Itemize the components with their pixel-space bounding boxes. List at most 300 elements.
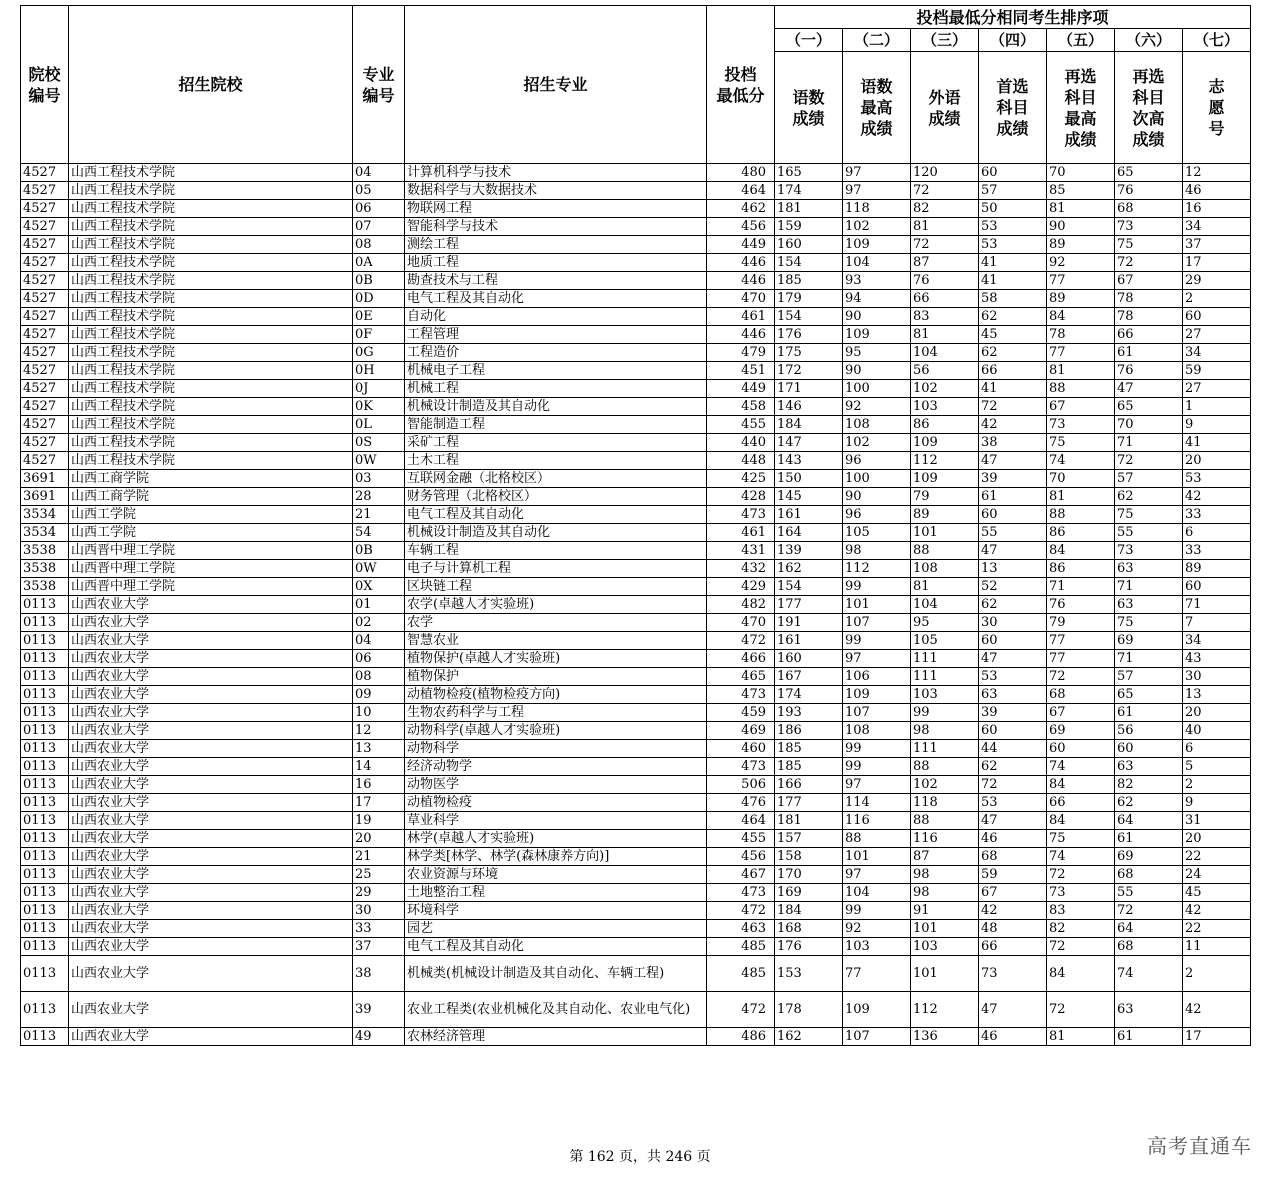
- cell-score-1: 162: [775, 560, 843, 578]
- header-tiebreak-num: （三）: [911, 29, 979, 52]
- cell-school-name: 山西农业大学: [69, 704, 353, 722]
- cell-major-code: 21: [353, 848, 405, 866]
- cell-school-code: 0113: [21, 956, 69, 992]
- cell-score-2: 108: [843, 416, 911, 434]
- cell-major-code: 04: [353, 164, 405, 182]
- cell-score-3: 86: [911, 416, 979, 434]
- cell-school-code: 0113: [21, 686, 69, 704]
- cell-score-5: 92: [1047, 254, 1115, 272]
- cell-score-3: 102: [911, 776, 979, 794]
- cell-score-6: 61: [1115, 830, 1183, 848]
- table-row: [21, 308, 1251, 326]
- cell-choice-no: 45: [1183, 884, 1251, 902]
- table-row: [21, 488, 1251, 506]
- cell-school-code: 4527: [21, 272, 69, 290]
- cell-score-5: 70: [1047, 470, 1115, 488]
- cell-school-code: 0113: [21, 938, 69, 956]
- cell-score-3: 89: [911, 506, 979, 524]
- cell-min-score: 464: [707, 812, 775, 830]
- cell-score-3: 111: [911, 650, 979, 668]
- cell-school-name: 山西工程技术学院: [69, 272, 353, 290]
- table-row: [21, 416, 1251, 434]
- cell-score-3: 81: [911, 218, 979, 236]
- table-row: [21, 362, 1251, 380]
- cell-school-code: 0113: [21, 596, 69, 614]
- cell-score-4: 50: [979, 200, 1047, 218]
- cell-score-4: 73: [979, 956, 1047, 992]
- cell-score-2: 92: [843, 920, 911, 938]
- cell-min-score: 425: [707, 470, 775, 488]
- cell-score-5: 66: [1047, 794, 1115, 812]
- cell-score-6: 65: [1115, 686, 1183, 704]
- cell-school-name: 山西工程技术学院: [69, 308, 353, 326]
- table-row: [21, 830, 1251, 848]
- cell-major-code: 19: [353, 812, 405, 830]
- cell-score-6: 65: [1115, 164, 1183, 182]
- header-tiebreak-label: 语数 最高 成绩: [843, 52, 911, 164]
- table-row: [21, 758, 1251, 776]
- cell-choice-no: 40: [1183, 722, 1251, 740]
- cell-school-name: 山西农业大学: [69, 686, 353, 704]
- cell-score-2: 94: [843, 290, 911, 308]
- cell-score-4: 53: [979, 218, 1047, 236]
- cell-school-code: 4527: [21, 380, 69, 398]
- cell-major-code: 0D: [353, 290, 405, 308]
- cell-school-code: 4527: [21, 254, 69, 272]
- cell-score-4: 52: [979, 578, 1047, 596]
- cell-score-5: 84: [1047, 776, 1115, 794]
- cell-school-name: 山西农业大学: [69, 614, 353, 632]
- cell-major-code: 04: [353, 632, 405, 650]
- table-row: [21, 614, 1251, 632]
- cell-school-code: 4527: [21, 398, 69, 416]
- cell-score-3: 99: [911, 704, 979, 722]
- cell-choice-no: 5: [1183, 758, 1251, 776]
- table-row: [21, 236, 1251, 254]
- cell-score-5: 77: [1047, 650, 1115, 668]
- table-row: [21, 164, 1251, 182]
- cell-score-3: 116: [911, 830, 979, 848]
- cell-major-name: 动物科学(卓越人才实验班): [405, 722, 707, 740]
- cell-score-6: 64: [1115, 920, 1183, 938]
- cell-major-code: 05: [353, 182, 405, 200]
- cell-school-code: 0113: [21, 902, 69, 920]
- header-tiebreak-num: （二）: [843, 29, 911, 52]
- cell-score-6: 75: [1115, 236, 1183, 254]
- cell-score-2: 109: [843, 992, 911, 1028]
- cell-score-3: 98: [911, 722, 979, 740]
- cell-score-3: 103: [911, 938, 979, 956]
- cell-choice-no: 34: [1183, 632, 1251, 650]
- cell-major-code: 16: [353, 776, 405, 794]
- cell-choice-no: 42: [1183, 488, 1251, 506]
- cell-choice-no: 9: [1183, 794, 1251, 812]
- cell-score-5: 72: [1047, 992, 1115, 1028]
- cell-choice-no: 27: [1183, 380, 1251, 398]
- cell-score-5: 60: [1047, 740, 1115, 758]
- cell-score-2: 107: [843, 704, 911, 722]
- cell-score-5: 75: [1047, 434, 1115, 452]
- cell-choice-no: 17: [1183, 1028, 1251, 1046]
- cell-score-1: 143: [775, 452, 843, 470]
- cell-major-name: 植物保护: [405, 668, 707, 686]
- cell-choice-no: 11: [1183, 938, 1251, 956]
- cell-score-5: 84: [1047, 812, 1115, 830]
- cell-major-name: 物联网工程: [405, 200, 707, 218]
- cell-school-code: 3534: [21, 506, 69, 524]
- cell-score-5: 70: [1047, 164, 1115, 182]
- table-row: [21, 434, 1251, 452]
- cell-school-name: 山西工程技术学院: [69, 164, 353, 182]
- cell-score-4: 47: [979, 812, 1047, 830]
- cell-min-score: 473: [707, 884, 775, 902]
- cell-score-1: 191: [775, 614, 843, 632]
- header-tiebreak-label: 外语 成绩: [911, 52, 979, 164]
- cell-choice-no: 34: [1183, 218, 1251, 236]
- cell-score-4: 41: [979, 254, 1047, 272]
- cell-choice-no: 6: [1183, 524, 1251, 542]
- table-row: [21, 218, 1251, 236]
- cell-score-6: 67: [1115, 272, 1183, 290]
- cell-score-6: 64: [1115, 812, 1183, 830]
- cell-school-code: 0113: [21, 632, 69, 650]
- cell-score-3: 81: [911, 578, 979, 596]
- cell-score-3: 88: [911, 542, 979, 560]
- cell-major-name: 地质工程: [405, 254, 707, 272]
- cell-min-score: 446: [707, 254, 775, 272]
- cell-major-code: 08: [353, 668, 405, 686]
- cell-score-5: 67: [1047, 704, 1115, 722]
- header-tiebreak-num: （一）: [775, 29, 843, 52]
- table-body: [21, 164, 1251, 1046]
- cell-score-1: 181: [775, 812, 843, 830]
- cell-score-1: 185: [775, 272, 843, 290]
- cell-school-name: 山西农业大学: [69, 740, 353, 758]
- cell-score-2: 90: [843, 362, 911, 380]
- cell-school-code: 0113: [21, 830, 69, 848]
- cell-score-3: 101: [911, 920, 979, 938]
- cell-major-code: 13: [353, 740, 405, 758]
- cell-school-code: 3534: [21, 524, 69, 542]
- cell-min-score: 485: [707, 938, 775, 956]
- cell-score-1: 159: [775, 218, 843, 236]
- cell-score-5: 73: [1047, 416, 1115, 434]
- table-row: [21, 668, 1251, 686]
- cell-school-name: 山西工程技术学院: [69, 254, 353, 272]
- cell-score-2: 108: [843, 722, 911, 740]
- cell-school-name: 山西农业大学: [69, 632, 353, 650]
- cell-school-name: 山西农业大学: [69, 812, 353, 830]
- cell-score-2: 118: [843, 200, 911, 218]
- cell-choice-no: 6: [1183, 740, 1251, 758]
- cell-min-score: 446: [707, 326, 775, 344]
- cell-score-1: 185: [775, 758, 843, 776]
- cell-score-1: 170: [775, 866, 843, 884]
- cell-score-4: 55: [979, 524, 1047, 542]
- table-row: [21, 254, 1251, 272]
- cell-major-name: 工程造价: [405, 344, 707, 362]
- cell-score-4: 41: [979, 272, 1047, 290]
- cell-school-code: 4527: [21, 182, 69, 200]
- table-row: [21, 326, 1251, 344]
- table-row: [21, 740, 1251, 758]
- table-row: [21, 794, 1251, 812]
- cell-min-score: 431: [707, 542, 775, 560]
- cell-major-name: 机械工程: [405, 380, 707, 398]
- cell-school-code: 3538: [21, 542, 69, 560]
- cell-school-code: 0113: [21, 668, 69, 686]
- cell-score-4: 48: [979, 920, 1047, 938]
- cell-score-1: 175: [775, 344, 843, 362]
- cell-school-name: 山西晋中理工学院: [69, 578, 353, 596]
- cell-major-code: 25: [353, 866, 405, 884]
- cell-choice-no: 42: [1183, 992, 1251, 1028]
- cell-major-name: 电子与计算机工程: [405, 560, 707, 578]
- cell-major-name: 生物农药科学与工程: [405, 704, 707, 722]
- cell-score-6: 68: [1115, 866, 1183, 884]
- cell-min-score: 462: [707, 200, 775, 218]
- cell-school-name: 山西农业大学: [69, 866, 353, 884]
- cell-major-code: 0G: [353, 344, 405, 362]
- cell-score-1: 185: [775, 740, 843, 758]
- cell-major-code: 0H: [353, 362, 405, 380]
- cell-score-3: 91: [911, 902, 979, 920]
- header-tiebreak-label: 首选 科目 成绩: [979, 52, 1047, 164]
- cell-major-name: 车辆工程: [405, 542, 707, 560]
- cell-score-6: 55: [1115, 524, 1183, 542]
- cell-score-3: 104: [911, 344, 979, 362]
- cell-major-name: 机械设计制造及其自动化: [405, 398, 707, 416]
- cell-school-name: 山西工程技术学院: [69, 236, 353, 254]
- cell-school-name: 山西工程技术学院: [69, 218, 353, 236]
- cell-score-6: 66: [1115, 326, 1183, 344]
- cell-score-5: 88: [1047, 380, 1115, 398]
- cell-score-5: 77: [1047, 632, 1115, 650]
- cell-score-5: 84: [1047, 542, 1115, 560]
- header-tiebreak-label: 再选 科目 次高 成绩: [1115, 52, 1183, 164]
- watermark: 高考直通车: [1147, 1134, 1252, 1158]
- cell-min-score: 446: [707, 272, 775, 290]
- cell-school-code: 0113: [21, 758, 69, 776]
- cell-major-name: 农林经济管理: [405, 1028, 707, 1046]
- cell-score-6: 61: [1115, 704, 1183, 722]
- cell-score-1: 174: [775, 686, 843, 704]
- cell-score-3: 112: [911, 452, 979, 470]
- cell-min-score: 485: [707, 956, 775, 992]
- cell-score-4: 53: [979, 236, 1047, 254]
- cell-school-code: 0113: [21, 650, 69, 668]
- cell-score-1: 193: [775, 704, 843, 722]
- cell-score-3: 109: [911, 470, 979, 488]
- cell-score-4: 45: [979, 326, 1047, 344]
- cell-school-name: 山西工程技术学院: [69, 452, 353, 470]
- cell-school-code: 4527: [21, 434, 69, 452]
- cell-major-code: 17: [353, 794, 405, 812]
- cell-score-4: 38: [979, 434, 1047, 452]
- cell-score-2: 97: [843, 866, 911, 884]
- table-row: [21, 992, 1251, 1028]
- cell-school-name: 山西工程技术学院: [69, 434, 353, 452]
- header-tiebreak-num: （五）: [1047, 29, 1115, 52]
- cell-major-code: 03: [353, 470, 405, 488]
- cell-choice-no: 20: [1183, 830, 1251, 848]
- table-row: [21, 272, 1251, 290]
- cell-score-2: 77: [843, 956, 911, 992]
- cell-score-5: 72: [1047, 668, 1115, 686]
- cell-school-name: 山西工程技术学院: [69, 200, 353, 218]
- cell-score-3: 108: [911, 560, 979, 578]
- cell-school-name: 山西工学院: [69, 524, 353, 542]
- cell-score-2: 90: [843, 308, 911, 326]
- cell-score-6: 75: [1115, 614, 1183, 632]
- cell-choice-no: 24: [1183, 866, 1251, 884]
- cell-school-code: 0113: [21, 722, 69, 740]
- cell-min-score: 476: [707, 794, 775, 812]
- table-row: [21, 704, 1251, 722]
- cell-min-score: 472: [707, 902, 775, 920]
- cell-score-1: 164: [775, 524, 843, 542]
- cell-choice-no: 20: [1183, 452, 1251, 470]
- cell-choice-no: 60: [1183, 308, 1251, 326]
- table-row: [21, 722, 1251, 740]
- cell-major-name: 土木工程: [405, 452, 707, 470]
- table-row: [21, 812, 1251, 830]
- cell-school-name: 山西农业大学: [69, 776, 353, 794]
- table-row: [21, 776, 1251, 794]
- cell-score-1: 146: [775, 398, 843, 416]
- cell-score-2: 107: [843, 1028, 911, 1046]
- cell-score-4: 47: [979, 542, 1047, 560]
- cell-choice-no: 60: [1183, 578, 1251, 596]
- cell-major-name: 机械设计制造及其自动化: [405, 524, 707, 542]
- cell-school-code: 0113: [21, 992, 69, 1028]
- cell-school-name: 山西工商学院: [69, 470, 353, 488]
- table-row: [21, 938, 1251, 956]
- cell-school-code: 0113: [21, 1028, 69, 1046]
- cell-score-2: 97: [843, 164, 911, 182]
- header-tiebreak-num: （六）: [1115, 29, 1183, 52]
- cell-score-5: 77: [1047, 272, 1115, 290]
- cell-min-score: 465: [707, 668, 775, 686]
- cell-choice-no: 17: [1183, 254, 1251, 272]
- cell-min-score: 473: [707, 506, 775, 524]
- cell-score-5: 89: [1047, 236, 1115, 254]
- cell-choice-no: 89: [1183, 560, 1251, 578]
- cell-school-name: 山西农业大学: [69, 938, 353, 956]
- cell-score-5: 81: [1047, 200, 1115, 218]
- cell-score-6: 71: [1115, 650, 1183, 668]
- table-row: [21, 398, 1251, 416]
- cell-score-4: 44: [979, 740, 1047, 758]
- cell-min-score: 428: [707, 488, 775, 506]
- cell-score-2: 101: [843, 848, 911, 866]
- cell-score-3: 103: [911, 686, 979, 704]
- cell-score-5: 79: [1047, 614, 1115, 632]
- cell-score-2: 90: [843, 488, 911, 506]
- cell-score-5: 88: [1047, 506, 1115, 524]
- cell-school-code: 3691: [21, 470, 69, 488]
- cell-major-name: 电气工程及其自动化: [405, 506, 707, 524]
- cell-score-1: 160: [775, 236, 843, 254]
- cell-major-name: 机械类(机械设计制造及其自动化、车辆工程): [405, 956, 707, 992]
- cell-score-2: 99: [843, 578, 911, 596]
- cell-min-score: 455: [707, 416, 775, 434]
- cell-score-3: 95: [911, 614, 979, 632]
- cell-min-score: 460: [707, 740, 775, 758]
- cell-score-1: 172: [775, 362, 843, 380]
- cell-score-3: 101: [911, 956, 979, 992]
- cell-school-code: 4527: [21, 236, 69, 254]
- cell-score-4: 47: [979, 992, 1047, 1028]
- cell-major-code: 0B: [353, 272, 405, 290]
- cell-score-1: 153: [775, 956, 843, 992]
- cell-school-name: 山西农业大学: [69, 902, 353, 920]
- cell-major-name: 数据科学与大数据技术: [405, 182, 707, 200]
- cell-school-code: 4527: [21, 290, 69, 308]
- cell-score-5: 84: [1047, 308, 1115, 326]
- table-row: [21, 920, 1251, 938]
- cell-school-code: 4527: [21, 164, 69, 182]
- cell-choice-no: 27: [1183, 326, 1251, 344]
- table-row: [21, 884, 1251, 902]
- cell-score-1: 177: [775, 596, 843, 614]
- cell-major-code: 0X: [353, 578, 405, 596]
- cell-score-3: 136: [911, 1028, 979, 1046]
- cell-min-score: 472: [707, 632, 775, 650]
- cell-score-6: 63: [1115, 758, 1183, 776]
- cell-score-2: 107: [843, 614, 911, 632]
- cell-score-6: 74: [1115, 956, 1183, 992]
- cell-min-score: 480: [707, 164, 775, 182]
- cell-score-2: 101: [843, 596, 911, 614]
- cell-score-1: 154: [775, 254, 843, 272]
- cell-score-4: 30: [979, 614, 1047, 632]
- cell-score-5: 72: [1047, 866, 1115, 884]
- cell-major-name: 电气工程及其自动化: [405, 290, 707, 308]
- cell-school-code: 0113: [21, 776, 69, 794]
- cell-score-1: 178: [775, 992, 843, 1028]
- cell-min-score: 482: [707, 596, 775, 614]
- cell-score-5: 81: [1047, 362, 1115, 380]
- cell-score-3: 88: [911, 758, 979, 776]
- cell-min-score: 449: [707, 380, 775, 398]
- cell-score-3: 88: [911, 812, 979, 830]
- cell-major-name: 动物科学: [405, 740, 707, 758]
- cell-min-score: 470: [707, 290, 775, 308]
- cell-score-4: 46: [979, 830, 1047, 848]
- cell-school-name: 山西农业大学: [69, 722, 353, 740]
- cell-score-1: 157: [775, 830, 843, 848]
- cell-score-6: 68: [1115, 938, 1183, 956]
- cell-score-3: 109: [911, 434, 979, 452]
- cell-school-code: 0113: [21, 614, 69, 632]
- cell-major-name: 土地整治工程: [405, 884, 707, 902]
- table-row: [21, 596, 1251, 614]
- cell-score-1: 154: [775, 578, 843, 596]
- cell-score-2: 99: [843, 902, 911, 920]
- cell-major-name: 测绘工程: [405, 236, 707, 254]
- cell-major-code: 38: [353, 956, 405, 992]
- cell-school-name: 山西工程技术学院: [69, 182, 353, 200]
- cell-major-code: 0W: [353, 560, 405, 578]
- cell-school-code: 3538: [21, 578, 69, 596]
- table-row: [21, 578, 1251, 596]
- cell-score-4: 62: [979, 758, 1047, 776]
- cell-score-6: 62: [1115, 794, 1183, 812]
- cell-school-name: 山西农业大学: [69, 848, 353, 866]
- cell-score-6: 62: [1115, 488, 1183, 506]
- cell-score-2: 109: [843, 686, 911, 704]
